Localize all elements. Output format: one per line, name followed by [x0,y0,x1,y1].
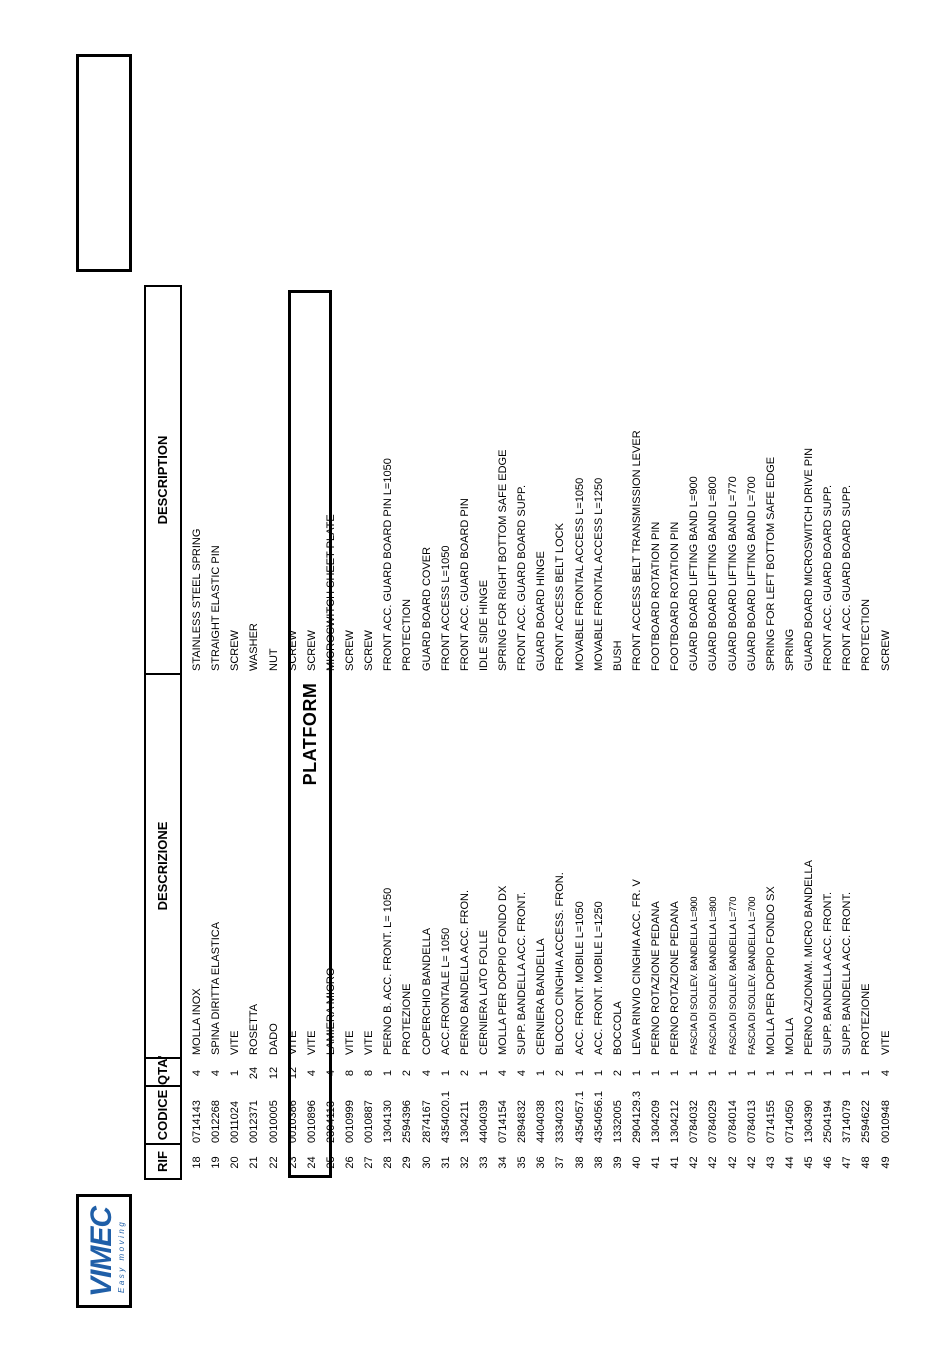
cell-qta: 1 [764,1069,777,1077]
cell-qta: 1 [573,1069,586,1077]
cell-qta: 2 [611,1069,624,1077]
cell-rif: 41 [650,1156,662,1169]
cell-qta: 1 [229,1069,242,1077]
cell-descrizione: FASCIA DI SOLLEV. BANDELLA L=700 [746,896,758,1055]
header-description: DESCRIPTION [155,435,170,525]
cell-qta: 2 [458,1069,471,1077]
table-row [207,289,226,1180]
cell-descrizione: MOLLA [783,1017,796,1055]
cell-codice: 0010386 [286,1100,299,1143]
cell-codice: 2904129.3 [630,1091,643,1143]
table-row [762,289,781,1180]
parts-table [188,289,896,1180]
cell-descrizione: MOLLA PER DOPPIO FONDO DX [497,885,509,1055]
cell-qta: 1 [726,1069,739,1077]
table-row [838,289,857,1180]
table-row [456,289,475,1180]
cell-description: BUSH [611,640,624,671]
cell-description: FRONT ACC. GUARD BOARD PIN L=1050 [382,458,395,671]
cell-descrizione: ACC. FRONT. MOBILE L=1250 [592,901,605,1055]
cell-descrizione: PERNO ROTAZIONE PEDANA [650,901,662,1055]
table-row [551,289,570,1180]
cell-codice: 2594396 [401,1100,414,1143]
cell-codice: 2894832 [516,1100,529,1143]
cell-qta: 4 [516,1069,529,1077]
cell-descrizione: FASCIA DI SOLLEV. BANDELLA L=800 [708,896,720,1055]
cell-rif: 30 [420,1156,433,1169]
table-row [819,289,838,1180]
cell-descrizione: MOLLA INOX [191,988,203,1055]
cell-descrizione: VITE [344,1030,356,1055]
cell-description: SPRING FOR RIGHT BOTTOM SAFE EDGE [497,449,509,671]
cell-descrizione: BOCCOLA [611,1001,624,1055]
cell-qta: 1 [439,1069,452,1077]
cell-qta: 1 [650,1069,662,1077]
cell-rif: 42 [688,1156,701,1169]
cell-codice: 0010948 [879,1100,892,1143]
header-qta: QTA' [146,1057,180,1085]
table-row [475,289,494,1180]
cell-qta: 12 [267,1066,280,1080]
table-row [379,289,398,1180]
cell-codice: 0784013 [745,1100,758,1143]
cell-descrizione: CERNIERA BANDELLA [535,938,548,1055]
cell-codice: 0714155 [764,1100,777,1143]
cell-qta: 1 [669,1069,682,1077]
cell-rif: 46 [822,1156,835,1169]
cell-descrizione: ACC.FRONTALE L= 1050 [439,927,452,1055]
cell-codice: 1304130 [382,1100,395,1143]
cell-descrizione: BLOCCO CINGHIA ACCESS. FRON. [554,872,567,1055]
cell-qta: 1 [688,1069,701,1077]
cell-codice: 2304113 [324,1100,337,1143]
cell-codice: 0784032 [688,1100,701,1143]
cell-rif: 42 [726,1156,739,1169]
cell-rif: 40 [630,1156,643,1169]
cell-descrizione: VITE [229,1030,242,1055]
cell-qta: 12 [286,1066,299,1080]
cell-codice: 1304211 [458,1100,471,1143]
table-row [437,289,456,1180]
table-row [590,289,609,1180]
cell-codice: 2594622 [860,1100,873,1143]
logo-tagline: Easy moving [117,1219,126,1293]
cell-rif: 29 [401,1156,414,1169]
cell-rif: 21 [248,1156,261,1169]
cell-codice: 0012268 [210,1100,223,1143]
table-row [666,289,685,1180]
cell-description: GUARD BOARD COVER [420,546,433,671]
cell-description: MOVABLE FRONTAL ACCESS L=1250 [592,477,605,671]
cell-description: NUT [267,648,280,671]
cell-descrizione: PROTEZIONE [860,983,873,1055]
cell-codice: 0010005 [267,1100,280,1143]
cell-qta: 1 [382,1069,395,1077]
cell-description: SCREW [344,630,356,671]
logo-wordmark: VIMEC [85,1206,118,1297]
cell-description: GUARD BOARD LIFTING BAND L=900 [688,476,701,671]
cell-description: FRONT ACCESS BELT LOCK [554,523,567,671]
cell-description: FRONT ACC. GUARD BOARD SUPP. [516,484,529,671]
table-row [800,289,819,1180]
table-row [418,289,437,1180]
cell-qta: 1 [822,1069,835,1077]
cell-description: FRONT ACC. GUARD BOARD SUPP. [822,484,835,671]
table-header [144,285,182,1180]
cell-description: STRAIGHT ELASTIC PIN [210,545,223,671]
cell-descrizione: COPERCHIO BANDELLA [420,927,433,1055]
vimec-logo [81,1197,129,1301]
cell-codice: 0010999 [344,1100,356,1143]
cell-description: GUARD BOARD HINGE [535,551,548,671]
cell-codice: 3714079 [841,1100,854,1143]
table-row [245,289,264,1180]
table-row [226,289,245,1180]
cell-qta: 8 [363,1069,376,1077]
cell-qta: 24 [248,1066,261,1080]
cell-rif: 37 [554,1156,567,1169]
table-row [360,289,379,1180]
cell-descrizione: LEVA RINVIO CINGHIA ACC. FR. V [630,879,643,1055]
table-row [628,289,647,1180]
cell-codice: 1304209 [650,1100,662,1143]
table-row [685,289,704,1180]
cell-descrizione: SPINA DIRITTA ELASTICA [210,921,223,1055]
cell-description: STAINLESS STEEL SPRING [191,528,203,671]
table-row [284,289,303,1180]
cell-descrizione: VITE [305,1030,318,1055]
cell-qta: 1 [783,1069,796,1077]
cell-qta: 4 [305,1069,318,1077]
cell-rif: 20 [229,1156,242,1169]
cell-codice: 0011024 [229,1100,242,1143]
cell-qta: 4 [191,1069,203,1077]
cell-description: SCREW [363,630,376,671]
cell-rif: 44 [783,1156,796,1169]
cell-descrizione: PROTEZIONE [401,983,414,1055]
cell-rif: 42 [745,1156,758,1169]
cell-qta: 8 [344,1069,356,1077]
cell-rif: 33 [477,1156,490,1169]
cell-rif: 19 [210,1156,223,1169]
cell-codice: 4354056.1 [592,1091,605,1143]
table-row [609,289,628,1180]
cell-codice: 0784014 [726,1100,739,1143]
table-row [341,289,360,1180]
cell-rif: 41 [669,1156,682,1169]
cell-descrizione: SUPP. BANDELLA ACC. FRONT. [822,891,835,1055]
cell-codice: 3334023 [554,1100,567,1143]
cell-description: SCREW [879,630,892,671]
cell-codice: 0784029 [707,1100,720,1143]
cell-rif: 23 [286,1156,299,1169]
cell-description: SPRING FOR LEFT BOTTOM SAFE EDGE [764,456,777,671]
table-row [265,289,284,1180]
cell-rif: 28 [382,1156,395,1169]
cell-rif: 22 [267,1156,280,1169]
cell-descrizione: CERNIERA LATO FOLLE [477,930,490,1055]
cell-qta: 1 [477,1069,490,1077]
table-row [188,289,207,1180]
logo-box [76,1194,132,1308]
cell-rif: 24 [305,1156,318,1169]
table-row [724,289,743,1180]
cell-description: SCREW [229,630,242,671]
cell-description: FRONT ACC. GUARD BOARD PIN [458,498,471,671]
cell-rif: 48 [860,1156,873,1169]
cell-qta: 1 [841,1069,854,1077]
cell-rif: 18 [191,1156,203,1169]
cell-codice: 0714154 [497,1100,509,1143]
cell-description: FOOTBOARD ROTATION PIN [669,521,682,671]
table-row [704,289,723,1180]
cell-description: SCREW [305,630,318,671]
table-row [743,289,762,1180]
cell-codice: 4354020.1 [439,1091,452,1143]
cell-rif: 49 [879,1156,892,1169]
cell-description: SCREW [286,630,299,671]
cell-rif: 42 [707,1156,720,1169]
table-row [322,289,341,1180]
cell-codice: 4404038 [535,1100,548,1143]
cell-descrizione: PERNO AZIONAM. MICRO BANDELLA [803,860,815,1055]
cell-rif: 38 [592,1156,605,1169]
cell-rif: 39 [611,1156,624,1169]
cell-descrizione: SUPP. BANDELLA ACC. FRONT. [841,891,854,1055]
cell-rif: 35 [516,1156,529,1169]
cell-codice: 1304390 [803,1100,815,1143]
page-title: PLATFORM [300,682,320,786]
cell-descrizione: VITE [363,1030,376,1055]
cell-rif: 34 [497,1156,509,1169]
cell-description: FOOTBOARD ROTATION PIN [650,521,662,671]
cell-codice: 4354057.1 [573,1091,586,1143]
table-row [398,289,417,1180]
cell-qta: 2 [401,1069,414,1077]
cell-descrizione: ROSETTA [248,1003,261,1055]
cell-qta: 1 [630,1069,643,1077]
cell-descrizione: PERNO B. ACC. FRONT. L= 1050 [382,887,395,1055]
cell-qta: 1 [535,1069,548,1077]
cell-descrizione: DADO [267,1023,280,1055]
header-codice: CODICE [146,1085,180,1143]
cell-codice: 1304212 [669,1100,682,1143]
cell-qta: 2 [554,1069,567,1077]
cell-rif: 38 [573,1156,586,1169]
cell-rif: 47 [841,1156,854,1169]
cell-description: FRONT ACCESS BELT TRANSMISSION LEVER [630,430,643,671]
cell-descrizione: LAMIERA MICRO [324,967,337,1055]
header-rif: RIF [146,1143,180,1178]
cell-rif: 26 [344,1156,356,1169]
cell-descrizione: PERNO BANDELLA ACC. FRON. [458,889,471,1055]
cell-descrizione: FASCIA DI SOLLEV. BANDELLA L=900 [689,896,701,1055]
cell-description: GUARD BOARD MICROSWITCH DRIVE PIN [803,447,815,671]
cell-qta: 1 [707,1069,720,1077]
cell-codice: 2874167 [420,1100,433,1143]
cell-description: FRONT ACC. GUARD BOARD SUPP. [841,484,854,671]
table-row [532,289,551,1180]
cell-description: GUARD BOARD LIFTING BAND L=800 [707,476,720,671]
cell-descrizione: VITE [879,1030,892,1055]
cell-rif: 31 [439,1156,452,1169]
cell-qta: 1 [745,1069,758,1077]
table-row [303,289,322,1180]
cell-rif: 45 [803,1156,815,1169]
cell-description: GUARD BOARD LIFTING BAND L=770 [726,476,739,671]
cell-codice: 1332005 [611,1100,624,1143]
cell-qta: 1 [803,1069,815,1077]
blank-box [76,54,132,272]
cell-qta: 1 [860,1069,873,1077]
cell-description: GUARD BOARD LIFTING BAND L=700 [745,476,758,671]
cell-description: MOVABLE FRONTAL ACCESS L=1050 [573,477,586,671]
table-row [857,289,876,1180]
cell-rif: 43 [764,1156,777,1169]
table-row [877,289,896,1180]
cell-description: WASHER [248,623,261,671]
cell-rif: 32 [458,1156,471,1169]
table-row [571,289,590,1180]
cell-rif: 36 [535,1156,548,1169]
cell-description: IDLE SIDE HINGE [477,579,490,671]
cell-qta: 4 [497,1069,509,1077]
table-row [647,289,666,1180]
cell-codice: 0010896 [305,1100,318,1143]
cell-codice: 0714143 [191,1100,203,1143]
cell-descrizione: ACC. FRONT. MOBILE L=1050 [573,901,586,1055]
cell-qta: 4 [879,1069,892,1077]
cell-description: MICROSWITCH SHEET PLATE [324,514,337,671]
cell-codice: 0714050 [783,1100,796,1143]
cell-description: SPRING [783,628,796,671]
cell-qta: 4 [210,1069,223,1077]
cell-rif: 25 [324,1156,337,1169]
cell-codice: 2504194 [822,1100,835,1143]
cell-codice: 4404039 [477,1100,490,1143]
cell-descrizione: VITE [286,1030,299,1055]
cell-codice: 0012371 [248,1100,261,1143]
cell-descrizione: SUPP. BANDELLA ACC. FRONT. [516,891,529,1055]
cell-description: FRONT ACCESS L=1050 [439,545,452,671]
table-row [513,289,532,1180]
cell-codice: 0010887 [363,1100,376,1143]
table-row [781,289,800,1180]
cell-description: PROTECTION [860,598,873,671]
cell-descrizione: FASCIA DI SOLLEV. BANDELLA L=770 [727,896,739,1055]
header-descrizione: DESCRIZIONE [146,673,180,1057]
cell-qta: 4 [420,1069,433,1077]
cell-qta: 1 [592,1069,605,1077]
table-row [494,289,513,1180]
cell-qta: 4 [324,1069,337,1077]
cell-description: PROTECTION [401,598,414,671]
cell-rif: 27 [363,1156,376,1169]
cell-descrizione: MOLLA PER DOPPIO FONDO SX [764,886,777,1055]
cell-descrizione: PERNO ROTAZIONE PEDANA [669,901,682,1055]
